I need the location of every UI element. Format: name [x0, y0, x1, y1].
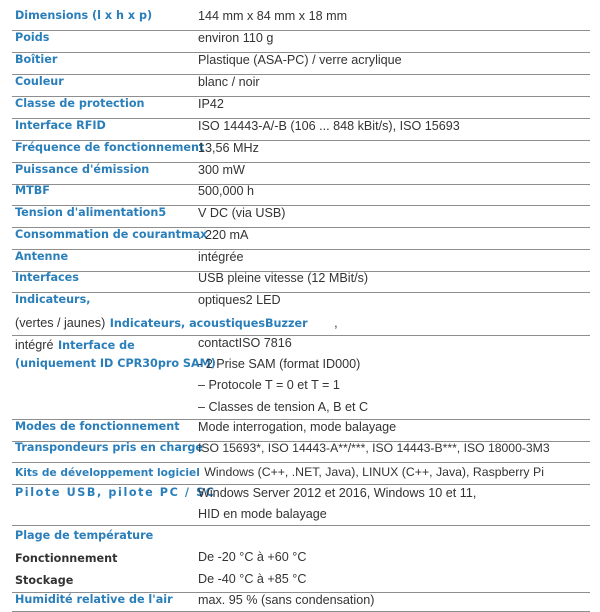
spec-label: Interfaces	[15, 271, 79, 284]
spec-label: Transpondeurs pris en charge	[15, 441, 204, 454]
pilote-value-2: HID en mode balayage	[198, 507, 327, 521]
spec-label: Tension d'alimentation5	[15, 206, 167, 219]
spec-value: . 220 mA	[198, 228, 249, 242]
spec-value: V DC (via USB)	[198, 206, 286, 220]
sam-value-2: - 2 Prise SAM (format ID000)	[198, 357, 361, 371]
temp-section-label: Plage de température	[15, 529, 154, 542]
spec-row-consommation	[12, 228, 590, 250]
spec-label: Consommation de courantmax	[15, 228, 208, 241]
spec-row-kits	[12, 463, 590, 485]
temp-storage-value: De -40 °C à +85 °C	[198, 572, 307, 586]
sam-value-3: – Protocole T = 0 et T = 1	[198, 378, 340, 392]
sam-label-part1: Interface de	[57, 339, 135, 352]
spec-row-indicateurs-acoustiques	[12, 314, 590, 336]
pilote-value-1: Windows Server 2012 et 2016, Windows 10 et 11,	[198, 486, 477, 500]
spec-value: Plastique (ASA-PC) / verre acrylique	[198, 53, 402, 67]
spec-value: IP42	[198, 97, 224, 111]
spec-block-temperature	[12, 529, 590, 593]
spec-row-mtbf	[12, 184, 590, 206]
spec-value: 300 mW	[198, 163, 245, 177]
spec-label: Puissance d'émission	[15, 163, 150, 176]
temp-operating-value: De -20 °C à +60 °C	[198, 550, 307, 564]
temp-operating-label: Fonctionnement	[15, 552, 118, 565]
spec-value: ISO 14443-A/-B (106 ... 848 kBit/s), ISO 15693	[198, 119, 460, 133]
spec-label: Humidité relative de l'air	[15, 593, 173, 606]
spec-label: Indicateurs,	[15, 293, 91, 306]
spec-row-humidite	[12, 593, 590, 612]
spec-row-interfaces	[12, 271, 590, 293]
spec-value: 13,56 MHz	[198, 141, 259, 155]
spec-row-boitier	[12, 53, 590, 75]
spec-value: Windows (C++, .NET, Java), LINUX (C++, Java), Raspberry Pi	[204, 465, 544, 479]
spec-value: ISO 15693*, ISO 14443-A**/***, ISO 14443-B***, ISO 18000-3M3	[198, 441, 550, 455]
spec-label: Antenne	[15, 250, 69, 263]
spec-value: optiques2 LED	[198, 293, 281, 307]
spec-value: blanc / noir	[198, 75, 260, 89]
spec-row-dimensions	[12, 9, 590, 31]
spec-row-rfid	[12, 119, 590, 141]
spec-value: environ 110 g	[198, 31, 274, 45]
spec-label: MTBF	[15, 184, 50, 197]
spec-label: Classe de protection	[15, 97, 145, 110]
spec-row-antenne	[12, 250, 590, 272]
spec-block-sam	[12, 336, 590, 420]
spec-label: Interface RFID	[15, 119, 106, 132]
spec-label: Modes de fonctionnement	[15, 420, 180, 433]
spec-row-couleur	[12, 75, 590, 97]
spec-value: USB pleine vitesse (12 MBit/s)	[198, 271, 369, 285]
spec-row-modes	[12, 420, 590, 442]
spec-row-poids	[12, 31, 590, 53]
spec-row-transpondeurs	[12, 441, 590, 463]
spec-row-frequence	[12, 141, 590, 163]
indicator-colors-text: (vertes / jaunes)	[15, 316, 106, 330]
spec-row-protection	[12, 97, 590, 119]
spec-value: max. 95 % (sans condensation)	[198, 593, 375, 607]
mixed-text-line	[15, 314, 338, 332]
spec-label: Fréquence de fonctionnement	[15, 141, 205, 154]
spec-row-indicateurs	[12, 293, 590, 314]
kits-line	[15, 463, 544, 481]
spec-value: intégrée	[198, 250, 244, 264]
spec-block-pilote	[12, 486, 590, 526]
spec-label: Poids	[15, 31, 50, 44]
spec-row-puissance	[12, 163, 590, 185]
temp-storage-label: Stockage	[15, 574, 74, 587]
spec-label: Pilote USB, pilote PC / SC	[15, 486, 216, 499]
sam-value-4: – Classes de tension A, B et C	[198, 400, 369, 414]
sam-label-line2: (uniquement ID CPR30pro SAM)	[15, 357, 216, 370]
spec-label: Dimensions (l x h x p)	[15, 9, 153, 22]
sam-label-line1	[15, 336, 135, 354]
spec-row-tension	[12, 206, 590, 228]
sam-value-1: contactISO 7816	[198, 336, 292, 350]
trailing-comma: ,	[334, 316, 338, 330]
spec-label: Kits de développement logiciel	[15, 467, 200, 479]
spec-value: Mode interrogation, mode balayage	[198, 420, 397, 434]
spec-label: Boîtier	[15, 53, 58, 66]
sam-pre-text: intégré	[15, 338, 54, 352]
spec-label: Couleur	[15, 75, 64, 88]
spec-value: 144 mm x 84 mm x 18 mm	[198, 9, 348, 23]
acoustic-indicator-label: Indicateurs, acoustiquesBuzzer	[109, 317, 308, 330]
spec-value: 500,000 h	[198, 184, 255, 198]
